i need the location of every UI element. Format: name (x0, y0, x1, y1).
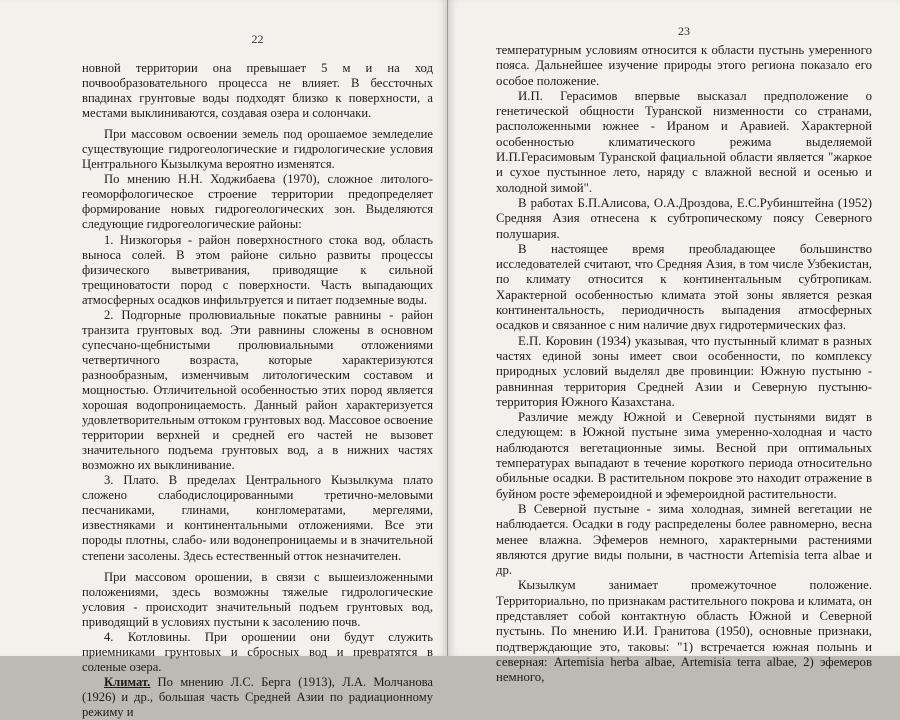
paragraph: В работах Б.П.Алисова, О.А.Дроздова, Е.С.Рубинштейна (1952) Средняя Азия отнесена к субтропическому поясу Северного полушария. (496, 195, 872, 241)
paragraph: Различие между Южной и Северной пустынями видят в следующем: в Южной пустыне зима умеренно-холодная и часто наблюдаются вегетационные зимы. Весной при оптимальных температурах выпадают в течение короткого периода относительно обильные осадки. В растительном покрове это находит отражение в буйном росте эфемероидной и эфемероидной растительности. (496, 410, 872, 501)
left-page (0, 0, 448, 719)
page-number: 23 (678, 24, 690, 38)
paragraph: В настоящее время преобладающее большинство исследователей считают, что Средняя Азия, в том числе Узбекистан, по климату относится к континентальным субтропикам. Характерной особенностью климата этой зоны является резкая континентальность, периодичность выпадения атмосферных осадков и связанное с ним наличие двух гидротермических фаз. (496, 241, 872, 333)
paragraph: И.П. Герасимов впервые высказал предположение о генетической общности Туранской низменности со странами, расположенными южнее - Ираном и Аравией. Характерной особенностью климатического режима выделяемой И.П.Герасимовым Туранской фациальной области является "жаркое и сухое пустынное лето, наряду с влажной весной и осенью и холодной зимой". (496, 88, 872, 195)
page-text (496, 43, 872, 685)
paragraph: По мнению Н.Н. Ходжибаева (1970), сложное литолого-геоморфологическое строение территории предопределяет формирование новых гидрогеологических зон. Выделяются следующие гидрогеологические районы: (82, 172, 433, 232)
page-number: 22 (251, 32, 264, 46)
page-text (82, 61, 433, 720)
paragraph: новной территории она превышает 5 м и на ход почвообразовательного процесса не влияет. В бессточных впадинах грунтовые воды подходят близко к поверхности, а местами выклиниваются, создавая озера и солончаки. (82, 61, 433, 121)
climate-heading: Климат. (104, 674, 151, 689)
paragraph: При массовом освоении земель под орошаемое земледелие существующие гидрогеологические и гидрологические условия Центрального Кызылкума вероятно изменятся. (82, 127, 433, 172)
paragraph: 2. Подгорные пролювиальные покатые равнины - район транзита грунтовых вод. Эти равнины сложены в основном супесчано-щебнистыми пролювиальными отложениями четвертичного возраста, которые характеризуются разнообразным, изменчивым литологическим составом и мощностью. Отличительной особенностью этих пород является хорошая водопроницаемость. Данный район характеризуется удовлетворительным оттоком грунтовых вод. Массовое освоение территории верхней и средней его частей не вызовет значительного подъема грунтовых вод, а в нижних частях возможно их выклинивание. (82, 307, 433, 473)
climate-paragraph: Климат. По мнению Л.С. Берга (1913), Л.А. Молчанова (1926) и др., большая часть Средней Азии по радиационному режиму и (82, 674, 433, 719)
paragraph: Е.П. Коровин (1934) указывая, что пустынный климат в разных частях единой зоны имеет свои особенности, по комплексу природных условий выделял две провинции: Южную пустыню - равнинная территория Средней Азии и Северную пустыню-территория Южного Казахстана. (496, 333, 872, 409)
right-page (448, 0, 900, 685)
paragraph: Кызылкум занимает промежуточное положение. Территориально, по признакам растительного покрова и климата, он представляет собой контактную область Южной и Северной пустынь. По мнению И.И. Гранитова (1950), основные признаки, подтверждающие это, таковы: "1) встречается южная полынь и северная: Artemisia herba albae, Artemisia terra albae, 2) эфемеров немного, (496, 578, 872, 685)
paragraph: В Северной пустыне - зима холодная, зимней вегетации не наблюдается. Осадки в году распределены более равномерно, весна менее влажна. Эфемеров немного, характерными растениями являются другие виды полыни, в частности Artemisia terra albae и др. (496, 501, 872, 578)
paragraph: 3. Плато. В пределах Центрального Кызылкума плато сложено слабодислоцированными третично-меловыми песчаниками, глинами, конгломератами, мергелями, известняками и континентальными отложениями. Все эти породы плотны, слабо- или водонепроницаемы и в значительной степени засолены. Здесь естественный отток незначителен. (82, 473, 433, 563)
paragraph: При массовом орошении, в связи с вышеизложенными положениями, здесь возможны тяжелые гидрологические условия - происходит значительный подъем грунтовых вод, приводящий в условиях пустыни к засолению почв. (82, 569, 433, 629)
paragraph: 4. Котловины. При орошении они будут служить приемниками грунтовых и сбросных вод и превратятся в соленые озера. (82, 629, 433, 674)
paragraph: температурным условиям относится к области пустынь умеренного пояса. Дальнейшее изучение природы этого региона показало его особое положение. (496, 43, 872, 88)
paragraph: 1. Низкогорья - район поверхностного стока вод, область выноса солей. В этом районе сильно развиты процессы физического выветривания, приводящие к сильной трещиноватости пород с поверхности. Часть выпадающих атмосферных осадков инфильтруется и питает подземные воды. (82, 232, 433, 307)
